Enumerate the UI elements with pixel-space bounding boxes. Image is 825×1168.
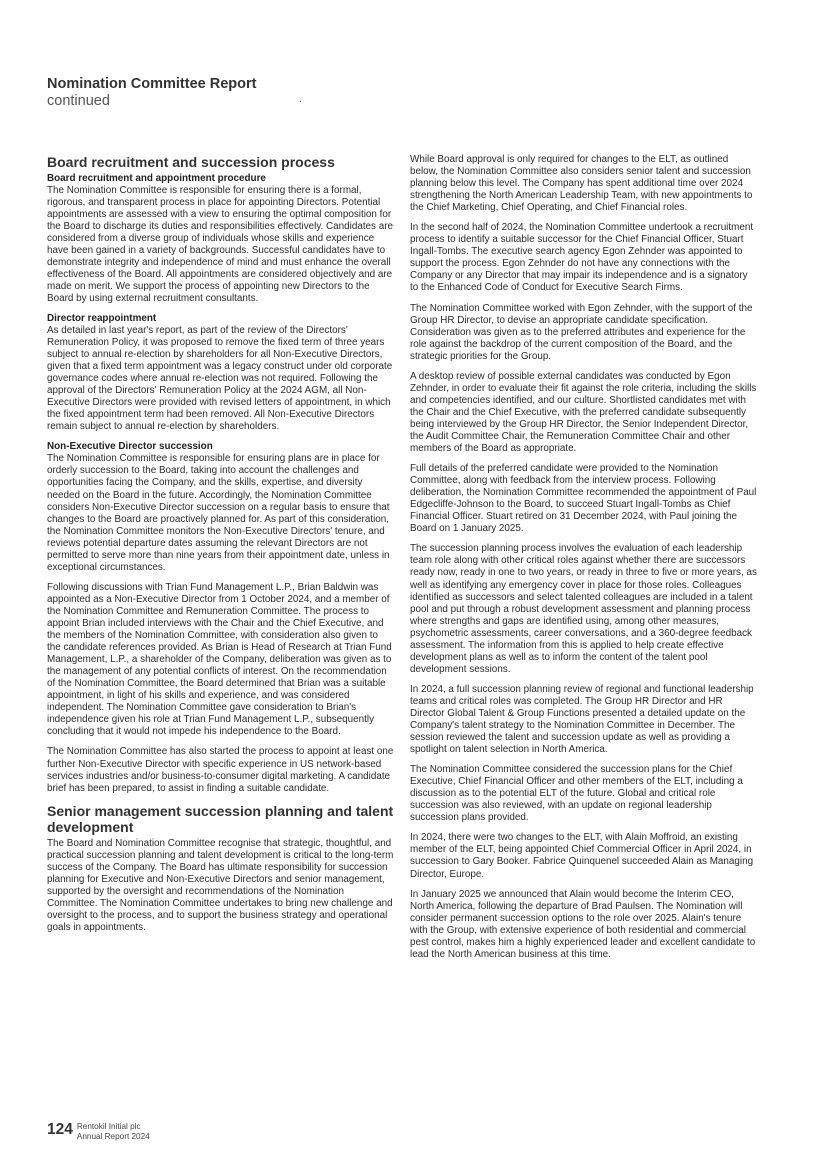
paragraph: While Board approval is only required for changes to the ELT, as outlined below, the Nomination Committee also considers senior talent and succession planning below this level. The Company has spent additional time over 2024 strengthening the North American Leadership Team, with new appointments to the Chief Marketing, Chief Operating, and Chief Financial roles. <box>410 154 753 214</box>
company-name: Rentokil Initial plc <box>76 1122 141 1131</box>
stray-dot <box>300 101 301 102</box>
report-subtitle: continued <box>47 93 110 109</box>
right-column <box>410 154 757 969</box>
page-number: 124 <box>47 1121 73 1138</box>
subheading-director-reappointment: Director reappointment <box>47 312 157 324</box>
page-footer <box>47 1121 150 1142</box>
section-heading-board-recruitment: Board recruitment and succession process <box>47 154 335 170</box>
section-heading-senior-management: Senior management succession planning and talent development <box>47 802 394 836</box>
subheading-ned-succession: Non-Executive Director succession <box>47 441 213 453</box>
paragraph: In January 2025 we announced that Alain would become the Interim CEO, North America, following the departure of Brad Paulsen. The Nomination will consider permanent succession options to the role over 2025. Alain's tenure with the Group, with extensive experience of both residential and commercial pest control, makes him a highly experienced leader and excellent candidate to lead the North American business at this time. <box>410 888 756 960</box>
paragraph: The Board and Nomination Committee recognise that strategic, thoughtful, and practical succession planning and talent development is critical to the long-term success of the Company. The Board has ultimate responsibility for succession planning for Executive and Non-Executive Directors and senior management, supported by the oversight and recommendations of the Nomination Committee. The Nomination Committee undertakes to bring new challenge and oversight to the process, and to support the business strategy and operational goals in appointments. <box>47 837 394 933</box>
paragraph: In 2024, there were two changes to the ELT, with Alain Moffroid, an existing member of the ELT, being appointed Chief Commercial Officer in April 2024, in succession to Gary Booker. Fabrice Quinquenel succeeded Alain as Managing Director, Europe. <box>410 832 754 880</box>
report-name: Annual Report 2024 <box>76 1132 150 1141</box>
paragraph: In 2024, a full succession planning review of regional and functional leadership teams and critical roles was completed. The Group HR Director and HR Director Global Talent & Group Functions presented a detailed update on the Company's talent strategy to the Nomination Committee in December. The session reviewed the talent and succession update as well as providing a spotlight on talent selection in North America. <box>410 683 754 756</box>
left-column <box>47 154 394 942</box>
paragraph: The Nomination Committee has also started the process to appoint at least one further Non-Executive Director with specific experience in US network-based services industries and/or business-to-consumer digital marketing. A candidate brief has been prepared, to assist in finding a suitable candidate. <box>47 746 394 794</box>
paragraph: Following discussions with Trian Fund Management L.P., Brian Baldwin was appointed as a Non-Executive Director from 1 October 2024, and a member of the Nomination Committee and Remuneration Committee. The process to appoint Brian included interviews with the Chair and the Chief Executive, and the members of the Nomination Committee, with consideration also given to the candidate references provided. As Brian is Head of Research at Trian Fund Management, L.P., a shareholder of the Company, deliberation was given as to the management of any potential conflicts of interest. On the recommendation of the Nomination Committee, the Board determined that Brian was a suitable appointment, in light of his skills and experience, and was considered independent. The Nomination Committee gave consideration to Brian's independence given his role at Trian Fund Management L.P., subsequently concluding that it would not impede his independence to the Board. <box>47 581 392 738</box>
subheading-recruitment-procedure: Board recruitment and appointment procedure <box>47 172 266 184</box>
paragraph: The succession planning process involves the evaluation of each leadership team role along with other critical roles against whether there are successors ready now, ready in one to two years, or ready in three to five or more years, as well as identifying any emergency cover in place for those roles. Colleagues identified as successors and select talented colleagues are included in a talent pool and put through a robust development assessment and planning process where strengths and gaps are identified using, among other measures, psychometric assessments, career conversations, and a 360-degree feedback assessment. The information from this is applied to help create effective development plans as well as to inform the content of the talent pool development sessions. <box>410 543 757 675</box>
paragraph: The Nomination Committee worked with Egon Zehnder, with the support of the Group HR Director, to devise an appropriate candidate specification. Consideration was given as to the preferred attributes and experience for the role against the backdrop of the current composition of the Board, and the strategic priorities for the Group. <box>410 302 753 362</box>
paragraph: The Nomination Committee is responsible for ensuring there is a formal, rigorous, and transparent process in place for appointing Directors. Potential appointments are assessed with a view to ensuring the optimal composition for the Board to discharge its duties and responsibilities effectively. Candidates are considered from a diverse group of individuals whose skills and experience have been gained in a variety of backgrounds. Successful candidates have to demonstrate integrity and independence of mind and must enhance the overall effectiveness of the Board. All appointments are considered objectively and are made on merit. We support the process of appointing new Directors to the Board by using external recruitment consultants. <box>47 184 394 304</box>
page-header <box>47 76 256 110</box>
paragraph: A desktop review of possible external candidates was conducted by Egon Zehnder, in order to evaluate their fit against the role criteria, including the skills and competencies identified, and our culture. Shortlisted candidates met with the Chair and the Chief Executive, with the preferred candidate subsequently being interviewed by the Group HR Director, the Senior Independent Director, the Audit Committee Chair, the Remuneration Committee Chair and other members of the Board as appropriate. <box>410 370 757 455</box>
report-title: Nomination Committee Report <box>47 76 257 92</box>
paragraph: The Nomination Committee is responsible for ensuring plans are in place for orderly succession to the Board, taking into account the challenges and opportunities facing the Company, and the skills, expertise, and diversity needed on the Board in the future. Accordingly, the Nomination Committee considers Non-Executive Director succession on a regular basis to ensure that changes to the Board are proactively planned for. As part of this consideration, the Nomination Committee monitors the Non-Executive Directors' tenure, and reviews potential departure dates assuming the relevant Directors are not permitted to serve more than nine years from their appointment date, unless in exceptional circumstances. <box>47 453 390 573</box>
paragraph: In the second half of 2024, the Nomination Committee undertook a recruitment process to identify a suitable successor for the Chief Financial Officer, Stuart Ingall-Tombs. The executive search agency Egon Zehnder was appointed to support the process. Egon Zehnder do not have any connections with the Company or any Director that may impair its independence and is a signatory to the Enhanced Code of Conduct for Executive Search Firms. <box>410 222 754 294</box>
paragraph: As detailed in last year's report, as part of the review of the Directors' Remuneration Policy, it was proposed to remove the fixed term of three years subject to annual re-election by shareholders for all Non-Executive Directors, given that a fixed term appointment was a legacy construct under old corporate governance codes where annual re-election was not required. Following the approval of the Directors' Remuneration Policy at the 2024 AGM, all Non-Executive Directors were provided with revised letters of appointment, in which the fixed appointment term had been removed. All Non-Executive Directors remain subject to annual re-election by shareholders. <box>47 324 393 433</box>
paragraph: The Nomination Committee considered the succession plans for the Chief Executive, Chief Financial Officer and other members of the ELT, including a discussion as to the potential ELT of the future. Global and critical role succession was also reviewed, with an update on regional leadership succession plans provided. <box>410 764 743 824</box>
footer-text <box>77 1121 150 1142</box>
paragraph: Full details of the preferred candidate were provided to the Nomination Committee, along with feedback from the interview process. Following deliberation, the Nomination Committee recommended the appointment of Paul Edgecliffe-Johnson to the Board, to succeed Stuart Ingall-Tombs as Chief Financial Officer. Stuart retired on 31 December 2024, with Paul joining the Board on 1 January 2025. <box>410 463 757 535</box>
